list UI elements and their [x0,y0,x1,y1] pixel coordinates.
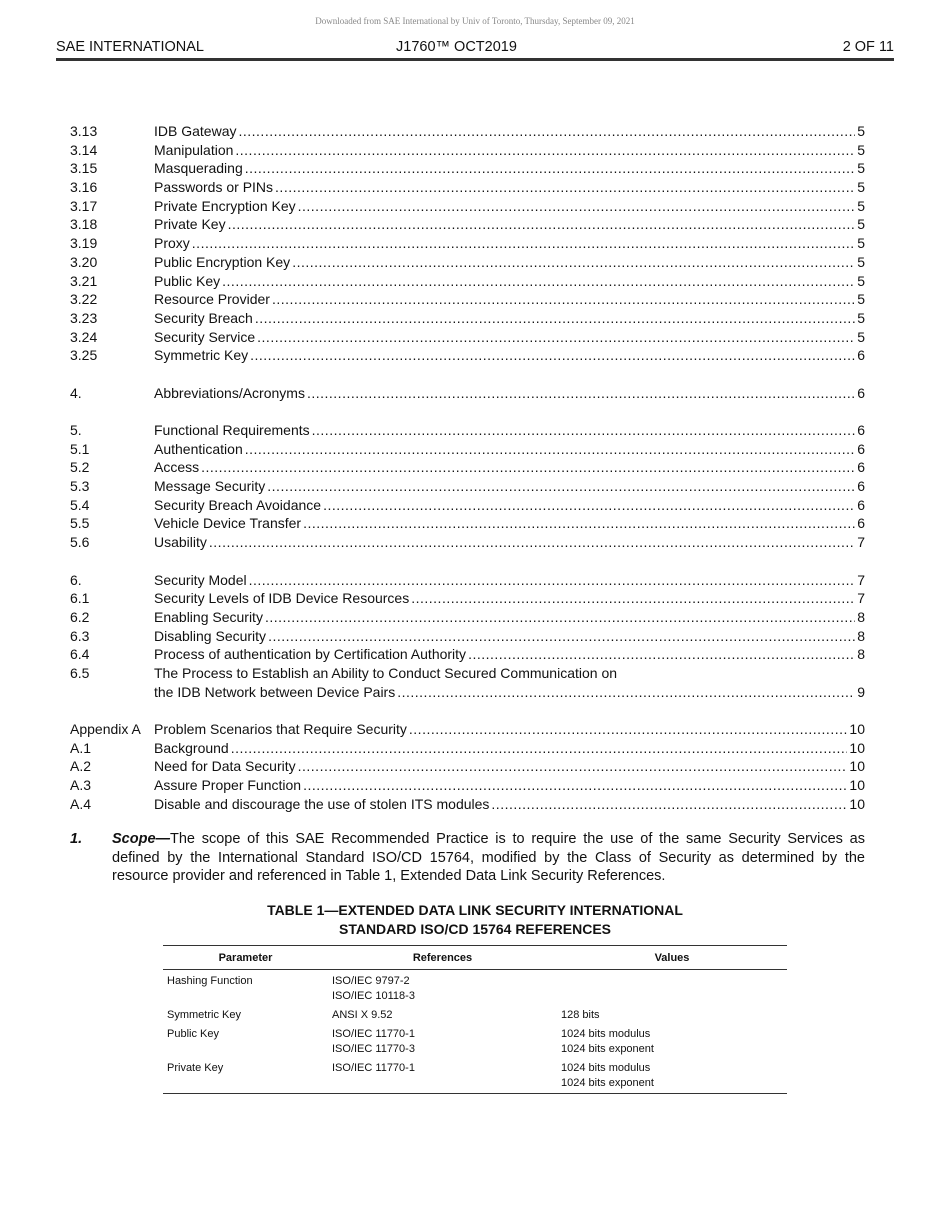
spacer [70,365,865,384]
toc-title: Disable and discourage the use of stolen ITS modules [154,795,490,812]
toc-title: Background [154,739,229,756]
toc-page: 5 [857,141,865,158]
spacer [70,701,865,720]
toc-entry[interactable] [70,440,865,459]
spacer [70,402,865,421]
toc-entry[interactable] [70,533,865,552]
toc-title: Usability [154,534,207,551]
toc-page: 5 [857,253,865,270]
toc-number: 3.19 [70,235,98,252]
toc-number: A.2 [70,758,92,775]
dot-leader [209,533,855,552]
toc-entry[interactable] [70,477,865,496]
value: 128 bits [561,1009,600,1021]
table-title-line: STANDARD ISO/CD 15764 REFERENCES [338,921,612,937]
toc-title: Resource Provider [154,291,270,308]
toc-number: 3.17 [70,197,98,214]
values-cell [557,1004,787,1023]
toc-title: Abbreviations/Acronyms [154,384,305,401]
dot-leader [303,514,855,533]
dot-leader [491,795,847,814]
toc-page: 5 [857,291,865,308]
toc-page: 7 [857,534,865,551]
toc-title: the IDB Network between Device Pairs [154,683,396,700]
dot-leader [255,309,855,328]
toc-entry[interactable] [70,309,865,328]
toc-number: 6. [70,571,82,588]
toc-page: 8 [857,646,865,663]
references-cell [328,1004,557,1023]
dot-leader [275,178,855,197]
column-header: Parameter [163,946,328,970]
references-cell [328,1023,557,1057]
toc-entry[interactable] [70,589,865,608]
dot-leader [238,122,855,141]
toc-number: 6.4 [70,646,90,663]
dot-leader [245,159,855,178]
dot-leader [298,197,856,216]
toc-number: 5.4 [70,496,90,513]
toc-title: Security Breach Avoidance [154,496,322,513]
toc-page: 6 [857,496,865,513]
toc-page: 5 [857,179,865,196]
table-row [163,970,787,1005]
table-row [163,1023,787,1057]
toc-entry[interactable] [70,683,865,702]
toc-title: Security Breach [154,309,253,326]
toc-title: Symmetric Key [154,347,249,364]
toc-entry[interactable] [70,141,865,160]
dot-leader [192,234,855,253]
toc-page: 5 [857,197,865,214]
toc-page: 6 [857,515,865,532]
toc-page: 7 [857,571,865,588]
table-of-contents [70,122,865,813]
toc-title: Private Encryption Key [154,197,296,214]
toc-title: Manipulation [154,141,234,158]
toc-page: 5 [857,216,865,233]
toc-title: Proxy [154,235,190,252]
toc-number: A.4 [70,795,92,812]
toc-number: A.3 [70,777,92,794]
scope-paragraph [112,830,865,886]
parameter-cell: Hashing Function [167,975,253,987]
toc-title: Message Security [154,478,266,495]
toc-entry[interactable] [70,571,865,590]
toc-title: The Process to Establish an Ability to Conduct Secured Communication on [154,664,618,681]
toc-entry[interactable] [70,290,865,309]
toc-page: 6 [857,347,865,364]
column-header: References [328,946,557,970]
table-title-line: TABLE 1—EXTENDED DATA LINK SECURITY INTERNATIONAL [267,902,683,918]
reference: ISO/IEC 11770-1 [332,1062,415,1074]
dot-leader [298,757,848,776]
reference: ISO/IEC 10118-3 [332,990,415,1002]
toc-page: 6 [857,459,865,476]
section-number: 1. [70,831,83,847]
dot-leader [265,608,855,627]
section-heading: Scope— [112,831,171,847]
toc-number: 6.3 [70,627,90,644]
dot-leader [250,346,855,365]
dot-leader [307,384,855,403]
dot-leader [245,440,855,459]
toc-entry[interactable] [70,627,865,646]
values-cell [557,1057,787,1094]
toc-entry[interactable] [70,795,865,814]
toc-entry[interactable] [70,122,865,141]
toc-title: Passwords or PINs [154,179,274,196]
toc-entry[interactable] [70,739,865,758]
dot-leader [409,720,848,739]
toc-entry[interactable] [70,776,865,795]
toc-page: 10 [849,739,865,756]
references-cell [328,970,557,1005]
toc-title: Assure Proper Function [154,777,302,794]
toc-number: 3.13 [70,123,98,139]
toc-title: Public Encryption Key [154,253,291,270]
toc-number: 5.5 [70,515,90,532]
dot-leader [303,776,847,795]
toc-entry[interactable] [70,272,865,291]
toc-title: Disabling Security [154,627,267,644]
toc-number: 5.1 [70,440,90,457]
value: 1024 bits modulus [561,1028,651,1040]
toc-number: 6.1 [70,590,90,607]
scope-text: The scope of this SAE Recommended Practice is to require the use of the same Security Services as defined by the International Standard ISO/CD 15764, modified by the Class of Security as determined by the resource provider and referenced in Table 1, Extended Data Link Security References. [112,831,865,885]
toc-page: 8 [857,627,865,644]
dot-leader [222,272,855,291]
toc-page: 5 [857,272,865,289]
toc-number: 3.21 [70,272,98,289]
toc-page: 6 [857,478,865,495]
toc-number: A.1 [70,739,92,756]
toc-page: 8 [857,608,865,625]
toc-number: Appendix A [70,721,141,737]
values-cell [557,970,787,1005]
toc-entry[interactable] [70,421,865,440]
toc-number: 3.15 [70,160,98,177]
toc-entry[interactable] [70,645,865,664]
table-row [163,1004,787,1023]
dot-leader [235,141,855,160]
toc-entry[interactable] [70,608,865,627]
toc-number: 3.23 [70,309,98,326]
toc-entry[interactable] [70,328,865,347]
toc-entry[interactable] [70,159,865,178]
header-page-number: 2 OF 11 [842,39,894,55]
parameter-cell: Public Key [167,1028,219,1040]
toc-title: Problem Scenarios that Require Security [154,721,407,737]
dot-leader [323,496,855,515]
parameter-cell: Symmetric Key [167,1009,241,1021]
download-notice: Downloaded from SAE International by Univ of Toronto, Thursday, September 09, 2021 [315,16,635,26]
toc-number: 5.2 [70,459,90,476]
toc-page: 9 [857,683,865,700]
reference: ISO/IEC 11770-1 [332,1028,415,1040]
toc-number: 4. [70,384,82,401]
toc-entry[interactable] [70,458,865,477]
toc-title: Authentication [154,440,243,457]
toc-number: 3.24 [70,328,98,345]
scope-section [70,830,865,886]
toc-page: 6 [857,384,865,401]
toc-title: Enabling Security [154,608,263,625]
toc-page: 5 [857,309,865,326]
toc-number [70,683,154,702]
toc-number: 3.14 [70,141,98,158]
toc-title: IDB Gateway [154,123,237,139]
toc-entry[interactable] [70,514,865,533]
toc-entry[interactable] [70,234,865,253]
security-references-table [163,945,787,1094]
dot-leader [468,645,855,664]
toc-title: Public Key [154,272,221,289]
spacer [70,552,865,571]
toc-page: 7 [857,590,865,607]
dot-leader [249,571,856,590]
toc-entry[interactable] [70,215,865,234]
reference: ANSI X 9.52 [332,1009,393,1021]
toc-page: 5 [857,160,865,177]
column-header: Values [557,946,787,970]
toc-entry[interactable] [70,664,865,683]
toc-title: Security Model [154,571,247,588]
toc-page: 5 [857,123,865,139]
dot-leader [201,458,855,477]
table-row [163,1057,787,1094]
reference: ISO/IEC 9797-2 [332,975,410,987]
dot-leader [228,215,856,234]
toc-number: 3.20 [70,253,98,270]
toc-entry[interactable] [70,253,865,272]
toc-page: 10 [849,721,865,737]
toc-number: 6.5 [70,664,90,681]
toc-entry[interactable] [70,178,865,197]
toc-title: Security Service [154,328,256,345]
toc-page: 10 [849,758,865,775]
toc-entry[interactable] [70,384,865,403]
dot-leader [411,589,855,608]
toc-entry[interactable] [70,496,865,515]
reference: ISO/IEC 11770-3 [332,1043,415,1055]
toc-entry[interactable] [70,197,865,216]
dot-leader [267,477,855,496]
toc-entry[interactable] [70,757,865,776]
value: 1024 bits modulus [561,1062,651,1074]
toc-entry[interactable] [70,346,865,365]
toc-title: Access [154,459,200,476]
references-cell [328,1057,557,1094]
dot-leader [312,421,856,440]
toc-number: 5.3 [70,478,90,495]
toc-number: 3.16 [70,179,98,196]
toc-title: Vehicle Device Transfer [154,515,302,532]
dot-leader [292,253,855,272]
toc-number: 5. [70,422,82,438]
toc-title: Functional Requirements [154,422,310,438]
dot-leader [257,328,855,347]
toc-title: Masquerading [154,160,243,177]
toc-number: 3.25 [70,347,98,364]
toc-number: 3.18 [70,216,98,233]
toc-page: 5 [857,328,865,345]
toc-number: 5.6 [70,534,90,551]
table-title [0,901,950,939]
value: 1024 bits exponent [561,1043,654,1055]
toc-page: 10 [849,795,865,812]
toc-title: Private Key [154,216,226,233]
header-publisher: SAE INTERNATIONAL [56,39,204,55]
toc-page: 5 [857,235,865,252]
toc-title: Process of authentication by Certification Authority [154,646,467,663]
toc-number: 3.22 [70,291,98,308]
parameter-cell: Private Key [163,1057,328,1094]
toc-title: Need for Data Security [154,758,296,775]
dot-leader [397,683,855,702]
dot-leader [231,739,848,758]
value: 1024 bits exponent [561,1077,654,1089]
dot-leader [268,627,855,646]
toc-title: Security Levels of IDB Device Resources [154,590,410,607]
toc-entry[interactable] [70,720,865,739]
toc-number: 6.2 [70,608,90,625]
dot-leader [272,290,855,309]
toc-page: 10 [849,777,865,794]
toc-page: 6 [857,422,865,438]
toc-page: 6 [857,440,865,457]
values-cell [557,1023,787,1057]
header-document-id: J1760™ OCT2019 [396,39,517,55]
page-header [56,38,894,61]
